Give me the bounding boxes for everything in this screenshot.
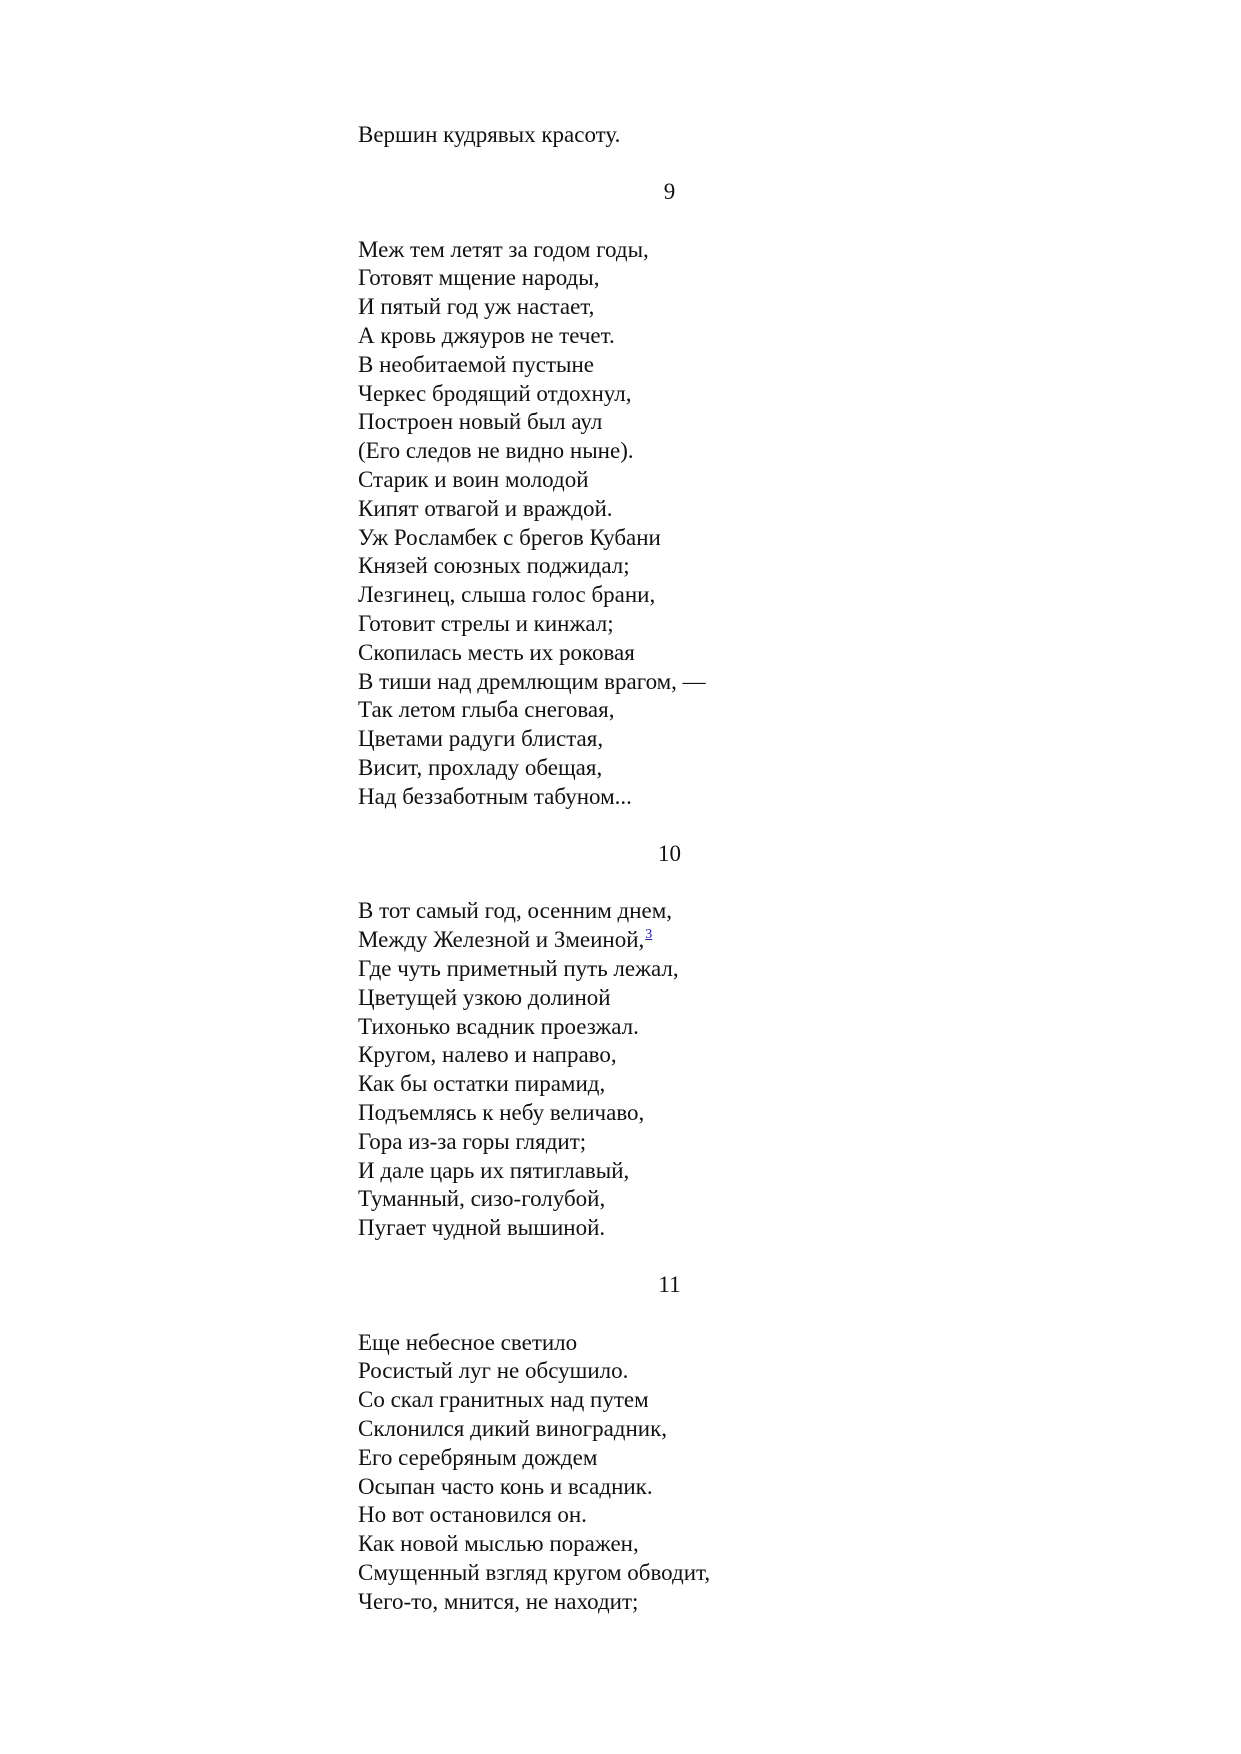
stanza-9	[358, 236, 918, 812]
poem-line: Скопилась месть их роковая	[358, 639, 635, 665]
poem-line: Меж тем летят за годом годы,	[358, 236, 649, 262]
poem-line: В тиши над дремлющим врагом, —	[358, 668, 706, 694]
poem-line: Склонился дикий виноградник,	[358, 1416, 668, 1442]
poem-line: И пятый год уж настает,	[358, 294, 595, 320]
poem-line: Росистый луг не обсушило.	[358, 1358, 629, 1384]
poem-line: А кровь джяуров не течет.	[358, 322, 615, 348]
poem-line: Как новой мыслью поражен,	[358, 1531, 639, 1557]
poem-line: Кругом, налево и направо,	[358, 1042, 617, 1068]
poem-line: Подъемлясь к небу величаво,	[358, 1099, 645, 1125]
stanza-number: 9	[663, 178, 676, 204]
poem-line-with-footnote	[358, 926, 918, 955]
poem-line: В тот самый год, осенним днем,	[358, 898, 673, 924]
poem-line: Туманный, сизо-голубой,	[358, 1186, 606, 1212]
poem-line: Так летом глыба снеговая,	[358, 697, 615, 723]
poem-line: И дале царь их пятиглавый,	[358, 1157, 630, 1183]
poem-line: Со скал гранитных над путем	[358, 1387, 649, 1413]
poem-page	[358, 121, 918, 1617]
poem-line: Осыпан часто конь и всадник.	[358, 1473, 653, 1499]
poem-line: Построен новый был аул	[358, 409, 603, 435]
poem-line: Его серебряным дождем	[358, 1444, 598, 1470]
poem-line: Чего-то, мнится, не находит;	[358, 1588, 639, 1614]
stanza-11	[358, 1329, 918, 1617]
poem-line: Кипят отвагой и враждой.	[358, 495, 613, 521]
poem-line: Уж Росламбек с брегов Кубани	[358, 524, 661, 550]
poem-line: (Его следов не видно ныне).	[358, 438, 634, 464]
poem-line: Черкес бродящий отдохнул,	[358, 380, 632, 406]
poem-line: Пугает чудной вышиной.	[358, 1215, 606, 1241]
poem-line: Еще небесное светило	[358, 1329, 578, 1355]
poem-line: Смущенный взгляд кругом обводит,	[358, 1560, 711, 1586]
poem-line: Старик и воин молодой	[358, 466, 589, 492]
poem-line: Тихонько всадник проезжал.	[358, 1013, 639, 1039]
poem-line: Цветами радуги блистая,	[358, 726, 604, 752]
poem-line: Вершин кудрявых красоту.	[358, 122, 621, 147]
poem-line: Готовят мщение народы,	[358, 265, 600, 291]
stanza-number: 11	[658, 1271, 681, 1297]
poem-line: Лезгинец, слыша голос брани,	[358, 582, 656, 608]
poem-line: Как бы остатки пирамид,	[358, 1071, 606, 1097]
stanza-number: 10	[658, 840, 681, 866]
stanza-10	[358, 897, 918, 1243]
poem-line: Висит, прохладу обещая,	[358, 754, 603, 780]
poem-line: В необитаемой пустыне	[358, 351, 595, 377]
poem-line: Над беззаботным табуном...	[358, 783, 632, 809]
poem-line: Но вот остановился он.	[358, 1502, 587, 1528]
footnote-link[interactable]: 3	[645, 927, 653, 943]
poem-line: Готовит стрелы и кинжал;	[358, 610, 614, 636]
poem-line-text: Между Железной и Змеиной,	[358, 927, 645, 953]
poem-line: Князей союзных поджидал;	[358, 553, 630, 579]
poem-line: Цветущей узкою долиной	[358, 984, 611, 1010]
poem-line: Где чуть приметный путь лежал,	[358, 955, 679, 981]
poem-line: Гора из-за горы глядит;	[358, 1128, 587, 1154]
